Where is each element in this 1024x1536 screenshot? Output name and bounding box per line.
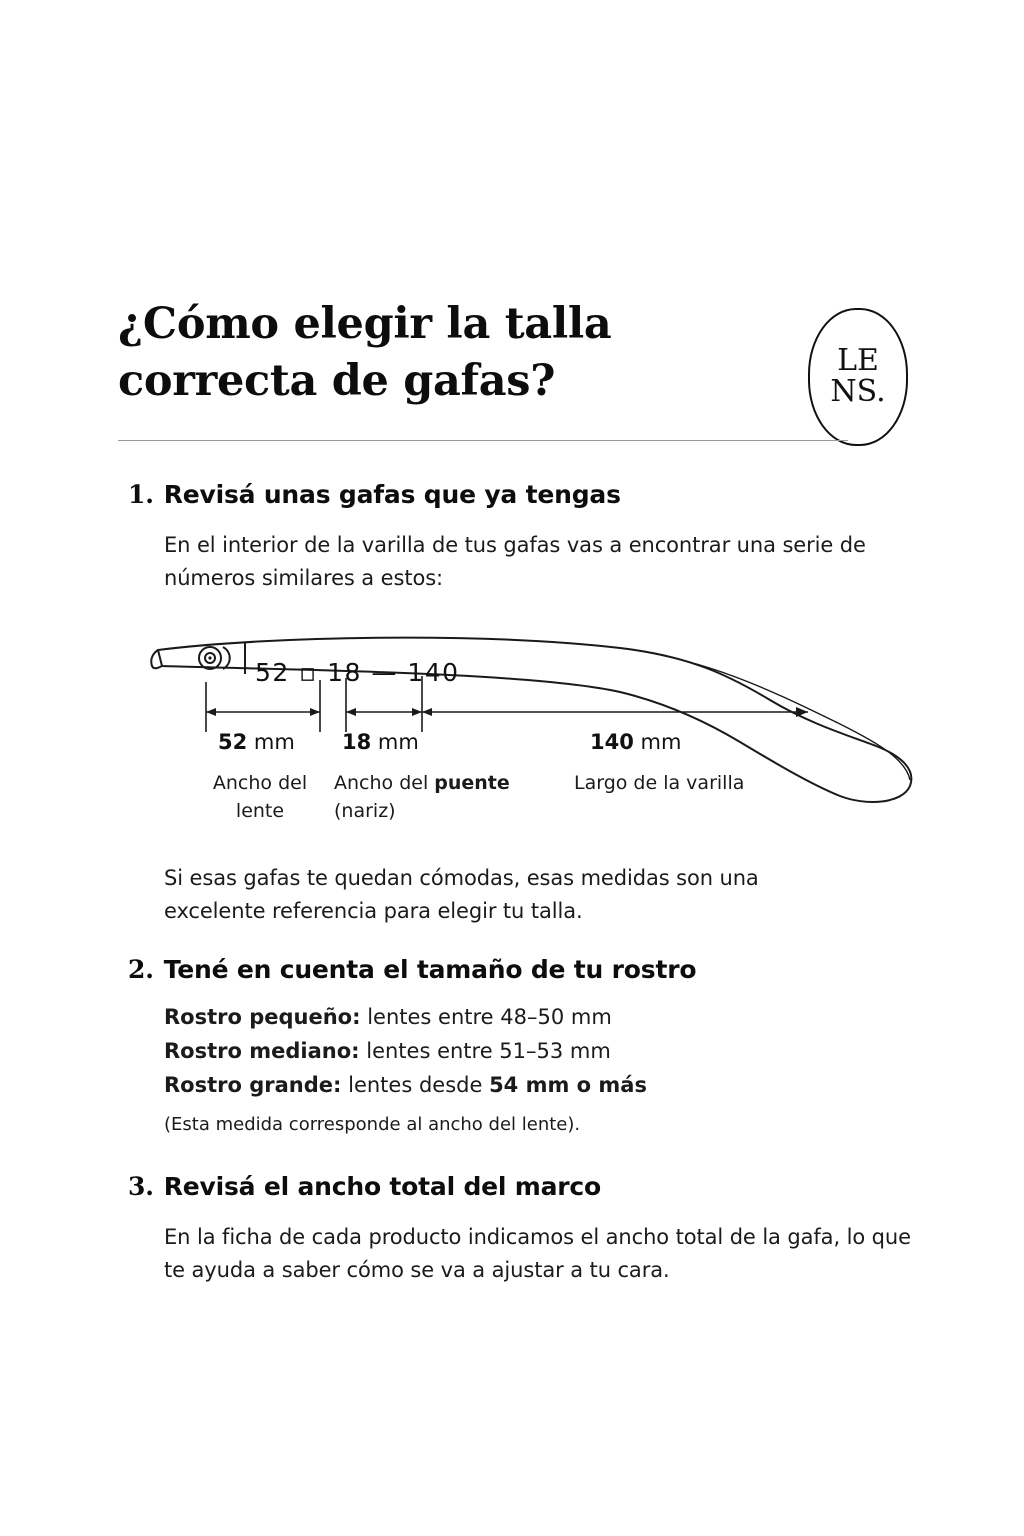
- logo-line-1: LE: [837, 343, 879, 379]
- after-diagram-paragraph: Si esas gafas te quedan cómodas, esas medidas son una excelente referencia para elegir tu talla.: [164, 866, 759, 923]
- temple-arm-inner-line: [620, 648, 910, 780]
- step-2-note: (Esta medida corresponde al ancho del lente).: [164, 1114, 581, 1136]
- step-1-heading: [128, 480, 928, 509]
- brand-logo: [808, 308, 908, 446]
- face-size-value-small: lentes entre 48–50 mm: [367, 1005, 612, 1029]
- step-1: [128, 480, 928, 594]
- face-size-value-large-bold: 54 mm o más: [489, 1073, 647, 1098]
- temple-engraving-text: 52 ▫ 18 — 140: [255, 658, 460, 687]
- step-3: [128, 1172, 928, 1286]
- face-size-label-medium: Rostro mediano:: [164, 1039, 360, 1064]
- step-1-paragraph: En el interior de la varilla de tus gafas vas a encontrar una serie de números similares a estos:: [164, 533, 866, 590]
- step-2: [128, 955, 928, 1135]
- list-item: [164, 1000, 928, 1034]
- face-size-value-medium: lentes entre 51–53 mm: [366, 1039, 611, 1064]
- face-size-value-large: lentes desde: [348, 1073, 490, 1098]
- measurement-3-caption: Largo de la varilla: [574, 772, 745, 794]
- step-3-paragraph: En la ficha de cada producto indicamos el ancho total de la gafa, lo que te ayuda a saber cómo se va a ajustar a tu cara.: [164, 1225, 911, 1282]
- measurement-2-caption: Ancho del puente (nariz): [334, 772, 510, 822]
- face-size-label-large: Rostro grande:: [164, 1073, 342, 1098]
- logo-line-2: NS.: [830, 374, 886, 409]
- face-size-label-small: Rostro pequeño:: [164, 1005, 361, 1029]
- header-divider: [118, 440, 848, 441]
- step-1-heading-text: Revisá unas gafas que ya tengas: [163, 480, 621, 509]
- list-item: [164, 1034, 928, 1068]
- list-item: [164, 1068, 928, 1102]
- header: [118, 296, 908, 410]
- hinge-curve: [223, 647, 230, 669]
- step-3-heading: [128, 1172, 928, 1201]
- measurement-2-value: 18 mm: [342, 730, 419, 754]
- step-3-number: 3.: [128, 1172, 154, 1201]
- temple-arm-diagram: [150, 620, 950, 870]
- step-2-number: 2.: [128, 955, 154, 984]
- step-2-heading: [128, 955, 928, 984]
- step-3-heading-text: Revisá el ancho total del marco: [163, 1172, 602, 1201]
- step-2-heading-text: Tené en cuenta el tamaño de tu rostro: [163, 955, 697, 984]
- measurement-1-caption: Ancho del lente: [212, 772, 308, 822]
- page-title: ¿Cómo elegir la talla correcta de gafas?: [118, 299, 612, 406]
- face-size-list: [164, 1000, 928, 1102]
- measurement-1-value: 52 mm: [218, 730, 295, 754]
- hinge-screw-center: [208, 656, 211, 659]
- step-1-number: 1.: [128, 480, 154, 509]
- measurement-3-value: 140 mm: [590, 730, 682, 754]
